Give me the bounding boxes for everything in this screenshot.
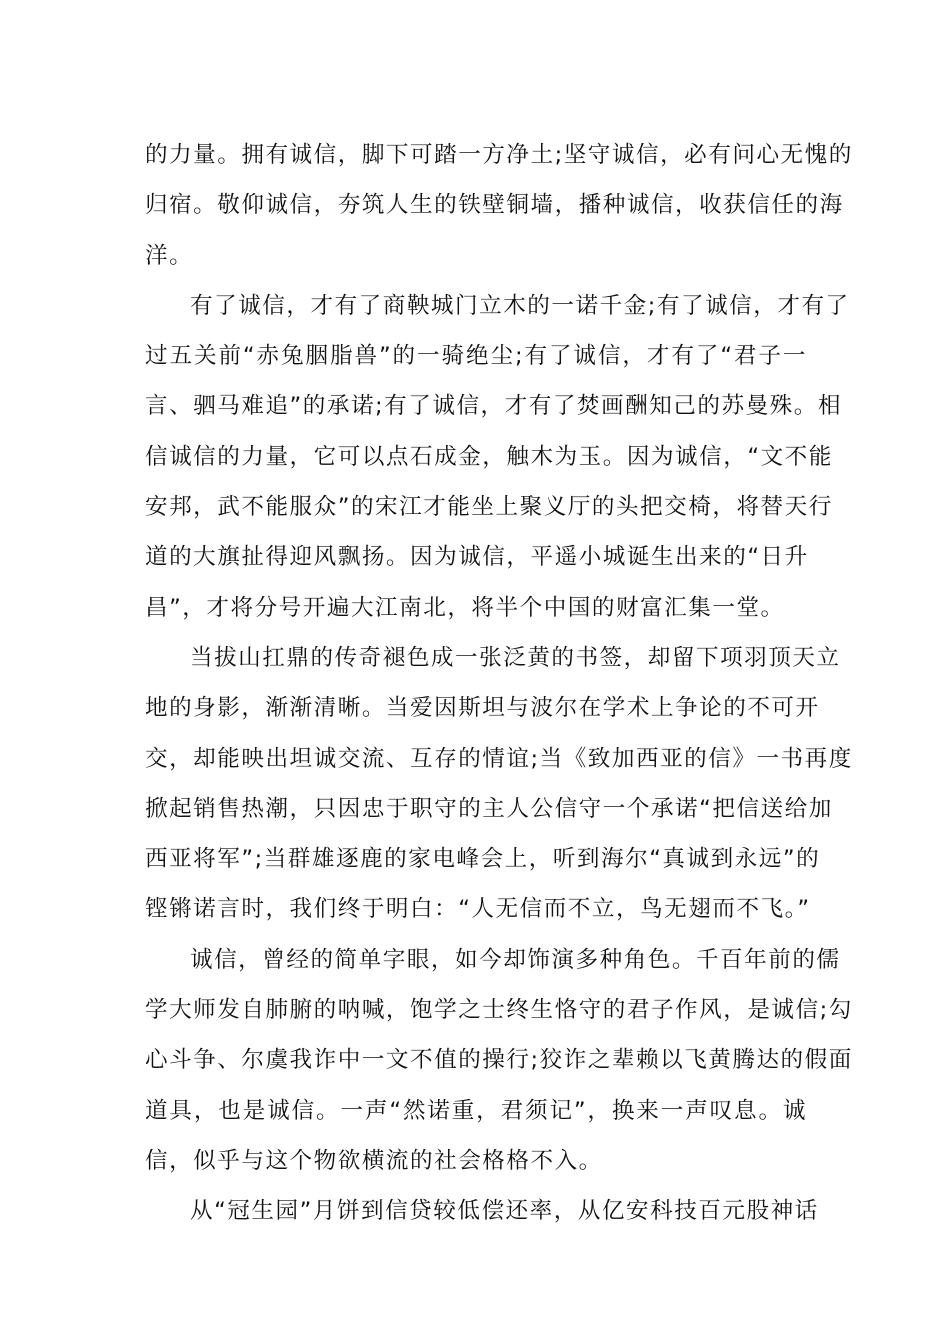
text-line: 西亚将军”;当群雄逐鹿的家电峰会上，听到海尔“真诚到永远”的	[145, 846, 821, 873]
text-line: 有了诚信，才有了商鞅城门立木的一诺千金;有了诚信，才有了	[190, 292, 850, 319]
text-line: 掀起销售热潮，只因忠于职守的主人公信守一个承诺“把信送给加	[145, 795, 833, 822]
text-line: 从“冠生园”月饼到信贷较低偿还率，从亿安科技百元股神话	[190, 1198, 819, 1225]
text-line: 言、驷马难追”的承诺;有了诚信，才有了焚画酬知己的苏曼殊。相	[145, 393, 842, 420]
text-line: 地的身影，渐渐清晰。当爱因斯坦与波尔在学术上争论的不可开	[145, 695, 820, 722]
text-line: 道的大旗扯得迎风飘扬。因为诚信，平遥小城诞生出来的“日升	[145, 544, 809, 571]
text-line: 当拔山扛鼎的传奇褪色成一张泛黄的书签，却留下项羽顶天立	[190, 644, 841, 671]
text-line: 信，似乎与这个物欲横流的社会格格不入。	[145, 1147, 603, 1174]
essay-body	[145, 130, 853, 1237]
text-line: 安邦，武不能服众”的宋江才能坐上聚义厅的头把交椅，将替天行	[145, 494, 833, 521]
text-line: 心斗争、尔虞我诈中一文不值的操行;狡诈之辈赖以飞黄腾达的假面	[145, 1047, 853, 1074]
text-line: 学大师发自肺腑的呐喊，饱学之士终生恪守的君子作风，是诚信;勾	[145, 997, 853, 1024]
text-line: 铿锵诺言时，我们终于明白：“人无信而不立，鸟无翅而不飞。”	[145, 896, 811, 923]
text-line: 归宿。敬仰诚信，夯筑人生的铁壁铜墙，播种诚信，收获信任的海	[145, 192, 844, 219]
text-line: 昌”，才将分号开遍大江南北，将半个中国的财富汇集一堂。	[145, 594, 785, 621]
text-line: 信诚信的力量，它可以点石成金，触木为玉。因为诚信，“文不能	[145, 443, 833, 470]
text-line: 洋。	[145, 242, 194, 269]
text-line: 交，却能映出坦诚交流、互存的情谊;当《致加西亚的信》一书再度	[145, 745, 853, 772]
text-line: 过五关前“赤兔胭脂兽”的一骑绝尘;有了诚信，才有了“君子一	[145, 343, 807, 370]
text-line: 道具，也是诚信。一声“然诺重，君须记”，换来一声叹息。诚	[145, 1097, 807, 1124]
text-line: 的力量。拥有诚信，脚下可踏一方净土;坚守诚信，必有问心无愧的	[145, 142, 853, 168]
text-line: 诚信，曾经的简单字眼，如今却饰演多种角色。千百年前的儒	[190, 946, 841, 973]
